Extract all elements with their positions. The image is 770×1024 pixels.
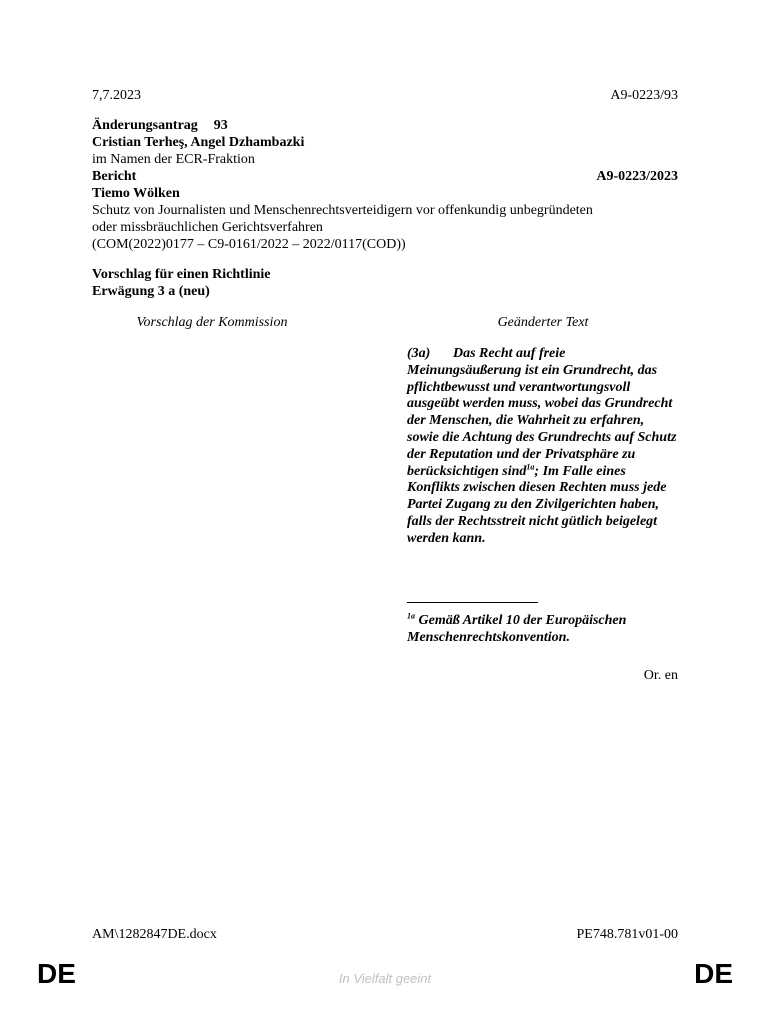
amendment-group: im Namen der ECR-Fraktion — [92, 152, 255, 167]
proposal-block — [92, 266, 678, 300]
proposal-title: Vorschlag für einen Richtlinie — [92, 267, 271, 282]
amendment-label: Änderungsantrag — [92, 118, 198, 133]
recital-title: Erwägung 3 a (neu) — [92, 284, 210, 299]
document-reference: A9-0223/93 — [610, 88, 678, 103]
original-language: Or. en — [643, 668, 678, 683]
language-badge-left: DE — [37, 958, 76, 989]
amended-text-body-1: Das Recht auf freie Meinungsäußerung ist ein Grundrecht, das pflichtbewusst und verantwortungsvoll ausgeübt werden muss, wobei das Grundrecht der Menschen, die Wahrheit zu erfahren, sowie die Achtung des Grundrechts auf Schutz der Reputation und der Privatsphäre zu berücksichtigen sind — [407, 346, 677, 479]
amendment-authors: Cristian Terheş, Angel Dzhambazki — [92, 135, 305, 150]
eu-motto: In Vielfalt geeint — [338, 971, 432, 986]
amended-text — [407, 346, 679, 548]
report-row — [92, 168, 678, 185]
rapporteur: Tiemo Wölken — [92, 186, 180, 201]
subject-line-1: Schutz von Journalisten und Menschenrechtsverteidigern vor offenkundig unbegründeten — [92, 203, 593, 218]
footnote-text: Gemäß Artikel 10 der Europäischen Menschenrechtskonvention. — [407, 613, 627, 645]
procedure-reference: (COM(2022)0177 – C9-0161/2022 – 2022/0117(COD)) — [92, 237, 406, 252]
language-badge-right: DE — [694, 958, 733, 989]
footnote — [407, 612, 679, 646]
amendment-number: 93 — [213, 118, 228, 133]
recital-number: (3a) — [407, 346, 431, 361]
amendment-title — [92, 117, 678, 134]
column-heading-amended: Geänderter Text — [497, 315, 589, 330]
document-date: 7,7.2023 — [92, 88, 141, 103]
report-number: A9-0223/2023 — [596, 169, 678, 184]
amendment-header — [92, 117, 678, 253]
footnote-marker: 1a — [407, 611, 415, 621]
amended-text-body-2: ; Im Falle eines Konflikts zwischen diesen Rechten muss jede Partei Zugang zu den Zivilgerichten haben, falls der Rechtsstreit nicht gütlich beigelegt werden kann. — [407, 463, 667, 546]
column-heading-commission: Vorschlag der Kommission — [136, 315, 288, 330]
subject-line-2: oder missbräuchlichen Gerichtsverfahren — [92, 220, 323, 235]
footnote-separator — [407, 602, 538, 603]
footnote-reference: 1a — [526, 461, 535, 471]
report-label: Bericht — [92, 169, 137, 184]
pe-number: PE748.781v01-00 — [576, 927, 678, 942]
document-file: AM\1282847DE.docx — [92, 927, 217, 942]
